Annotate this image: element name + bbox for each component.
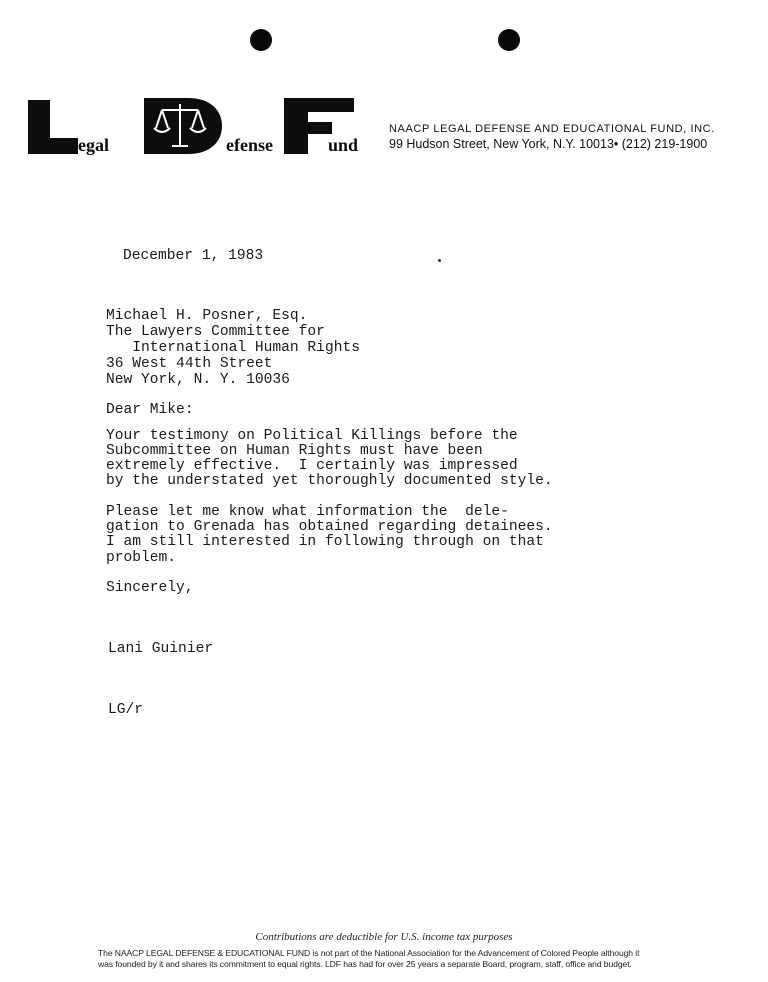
- logo-letter-f-top: [284, 98, 354, 112]
- logo-word-und: und: [328, 135, 359, 155]
- salutation: Dear Mike:: [106, 402, 194, 418]
- punch-hole-right: [498, 29, 520, 51]
- typist-initials: LG/r: [108, 702, 144, 718]
- body-line: Your testimony on Political Killings before the: [106, 428, 518, 444]
- scales-of-justice-icon: [144, 96, 224, 156]
- closing: Sincerely,: [106, 580, 194, 596]
- tax-deductible-note: Contributions are deductible for U.S. income tax purposes: [255, 931, 513, 943]
- logo-letter-f-middle: [284, 122, 332, 134]
- footer-disclaimer-line: The NAACP LEGAL DEFENSE & EDUCATIONAL FUND is not part of the National Association for the Advancement of Colored People although it: [98, 948, 640, 958]
- body-line: gation to Grenada has obtained regarding detainees.: [106, 519, 553, 535]
- organization-name: NAACP LEGAL DEFENSE AND EDUCATIONAL FUND, INC.: [389, 123, 715, 135]
- logo-letter-l-foot: [28, 138, 78, 154]
- punch-hole-left: [250, 29, 272, 51]
- body-line: extremely effective. I certainly was impressed: [106, 458, 518, 474]
- organization-address: 99 Hudson Street, New York, N.Y. 10013• (212) 219-1900: [389, 137, 708, 151]
- logo-word-egal: egal: [78, 135, 109, 155]
- body-line: I am still interested in following through on that: [106, 534, 544, 550]
- recipient-line: 36 West 44th Street: [106, 356, 273, 372]
- footer-disclaimer-line: was founded by it and shares its commitment to equal rights. LDF has had for over 25 years a separate Board, program, staff, office and budget.: [98, 959, 632, 969]
- body-line: Please let me know what information the dele-: [106, 504, 509, 520]
- letter-date: December 1, 1983: [123, 248, 264, 264]
- body-line: by the understated yet thoroughly documented style.: [106, 473, 553, 489]
- body-line: Subcommittee on Human Rights must have been: [106, 443, 483, 459]
- ldf-logo: [28, 96, 370, 158]
- recipient-line: Michael H. Posner, Esq.: [106, 308, 308, 324]
- recipient-line: New York, N. Y. 10036: [106, 372, 290, 388]
- recipient-line: The Lawyers Committee for: [106, 324, 325, 340]
- body-line: problem.: [106, 550, 177, 566]
- recipient-line: International Human Rights: [106, 340, 360, 356]
- signature-name: Lani Guinier: [108, 641, 214, 657]
- footer-disclaimer: [98, 948, 698, 970]
- logo-word-efense: efense: [226, 135, 273, 155]
- paper-speck: [438, 259, 441, 262]
